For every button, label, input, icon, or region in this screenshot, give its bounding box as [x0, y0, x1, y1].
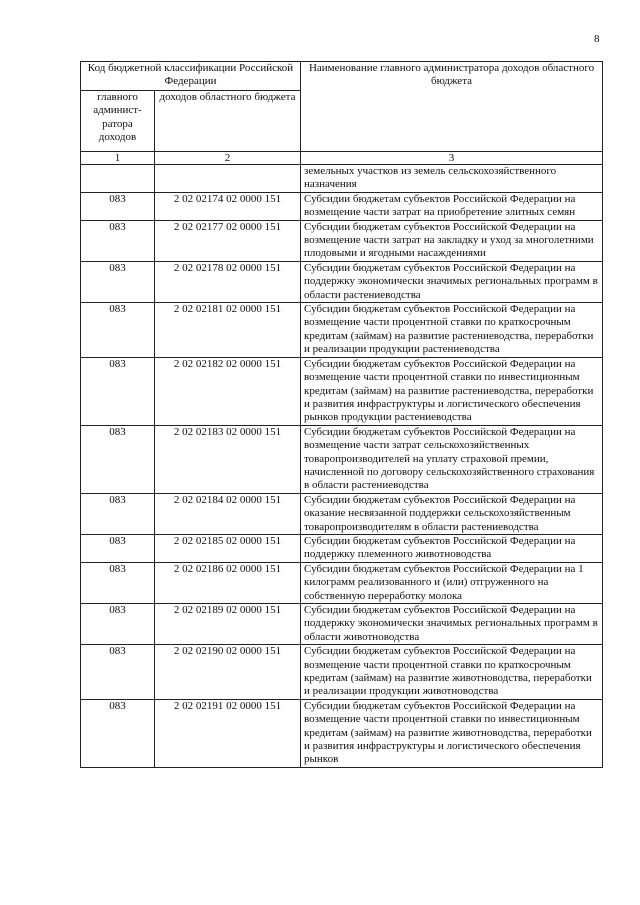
revenue-code-cell: 2 02 02191 02 0000 151 — [155, 699, 301, 767]
table-row — [81, 357, 603, 425]
admin-code-cell: 083 — [81, 534, 155, 562]
revenue-name-cell: Субсидии бюджетам субъектов Российской Федерации на поддержку экономически значимых региональных программ в области растениеводства — [301, 261, 603, 302]
revenue-name-cell: Субсидии бюджетам субъектов Российской Федерации на 1 килограмм реализованного и (или) отгруженного на собственную переработку молока — [301, 562, 603, 603]
revenue-name-cell: Субсидии бюджетам субъектов Российской Федерации на оказание несвязанной поддержки сельскохозяйственным товаропроизводителям в области растениеводства — [301, 493, 603, 534]
revenue-code-cell: 2 02 02174 02 0000 151 — [155, 192, 301, 220]
revenue-code-cell: 2 02 02181 02 0000 151 — [155, 303, 301, 358]
revenue-name-cell: Субсидии бюджетам субъектов Российской Федерации на возмещение части процентной ставки по краткосрочным кредитам (займам) на развитие растениеводства, переработки и реализации продукции растениеводства — [301, 303, 603, 358]
revenue-code-cell: 2 02 02186 02 0000 151 — [155, 562, 301, 603]
table-row — [81, 303, 603, 358]
revenue-name-cell: земельных участков из земель сельскохозяйственного назначения — [301, 165, 603, 193]
header-code-column: доходов областного бюджета — [155, 91, 301, 152]
column-number-1: 1 — [81, 152, 155, 165]
column-number-2: 2 — [155, 152, 301, 165]
table-row — [81, 493, 603, 534]
revenue-code-cell: 2 02 02189 02 0000 151 — [155, 604, 301, 645]
admin-code-cell — [81, 165, 155, 193]
revenue-name-cell: Субсидии бюджетам субъектов Российской Федерации на поддержку племенного животноводства — [301, 534, 603, 562]
table-row — [81, 534, 603, 562]
admin-code-cell: 083 — [81, 261, 155, 302]
table-row — [81, 699, 603, 767]
revenue-code-cell: 2 02 02177 02 0000 151 — [155, 220, 301, 261]
revenue-name-cell: Субсидии бюджетам субъектов Российской Федерации на возмещение части процентной ставки по краткосрочным кредитам (займам) на развитие животноводства, переработки и реализации продукции животноводства — [301, 645, 603, 700]
revenue-code-cell: 2 02 02183 02 0000 151 — [155, 425, 301, 493]
admin-code-cell: 083 — [81, 357, 155, 425]
admin-code-cell: 083 — [81, 699, 155, 767]
table-row — [81, 562, 603, 603]
revenue-name-cell: Субсидии бюджетам субъектов Российской Федерации на возмещение части затрат на приобретение элитных семян — [301, 192, 603, 220]
table-row — [81, 192, 603, 220]
revenue-code-cell: 2 02 02185 02 0000 151 — [155, 534, 301, 562]
admin-code-cell: 083 — [81, 303, 155, 358]
revenue-name-cell: Субсидии бюджетам субъектов Российской Федерации на поддержку экономически значимых региональных программ в области животноводства — [301, 604, 603, 645]
admin-code-cell: 083 — [81, 604, 155, 645]
admin-code-cell: 083 — [81, 220, 155, 261]
table-row — [81, 645, 603, 700]
admin-code-cell: 083 — [81, 645, 155, 700]
admin-code-cell: 083 — [81, 192, 155, 220]
revenue-name-cell: Субсидии бюджетам субъектов Российской Федерации на возмещение части затрат на закладку и уход за многолетними плодовыми и ягодными насаждениями — [301, 220, 603, 261]
revenue-code-cell: 2 02 02190 02 0000 151 — [155, 645, 301, 700]
revenue-code-cell: 2 02 02178 02 0000 151 — [155, 261, 301, 302]
revenue-name-cell: Субсидии бюджетам субъектов Российской Федерации на возмещение части процентной ставки по инвестиционным кредитам (займам) на развитие животноводства, переработки и развития инфраструктуры и логистического обеспечения рынков — [301, 699, 603, 767]
header-admin-column: главного админист-ратора доходов — [81, 91, 155, 152]
revenue-name-cell: Субсидии бюджетам субъектов Российской Федерации на возмещение части затрат сельскохозяйственных товаропроизводителей на уплату страховой премии, начисленной по договору сельскохозяйственного страхования в области растениеводства — [301, 425, 603, 493]
budget-classification-table — [80, 61, 603, 768]
revenue-name-cell: Субсидии бюджетам субъектов Российской Федерации на возмещение части процентной ставки по инвестиционным кредитам (займам) на развитие растениеводства, переработки и развития инфраструктуры и логистического обеспечения рынков продукции растениеводства — [301, 357, 603, 425]
admin-code-cell: 083 — [81, 425, 155, 493]
admin-code-cell: 083 — [81, 493, 155, 534]
revenue-code-cell: 2 02 02182 02 0000 151 — [155, 357, 301, 425]
revenue-code-cell — [155, 165, 301, 193]
revenue-code-cell: 2 02 02184 02 0000 151 — [155, 493, 301, 534]
table-row — [81, 425, 603, 493]
table-row — [81, 261, 603, 302]
page-number: 8 — [594, 33, 600, 45]
admin-code-cell: 083 — [81, 562, 155, 603]
table-row — [81, 604, 603, 645]
table-body — [81, 165, 603, 768]
header-group-title: Код бюджетной классификации Российской Федерации — [81, 62, 301, 91]
table-row — [81, 220, 603, 261]
column-number-3: 3 — [301, 152, 603, 165]
table-row — [81, 165, 603, 193]
header-name-column: Наименование главного администратора доходов областного бюджета — [301, 62, 603, 152]
